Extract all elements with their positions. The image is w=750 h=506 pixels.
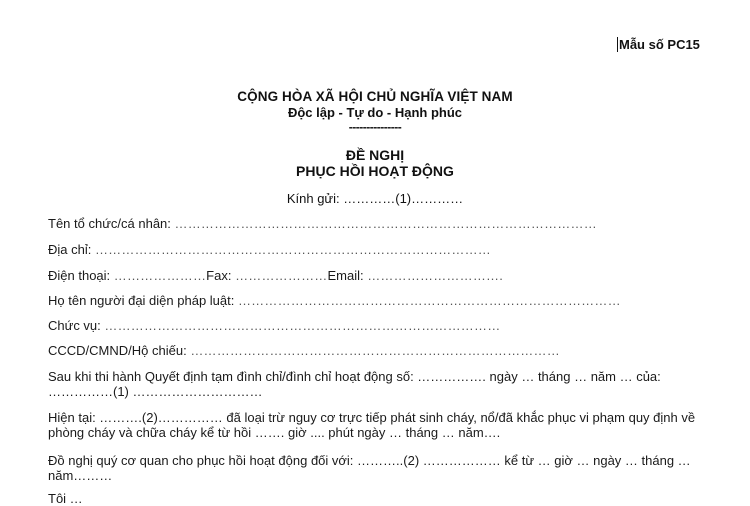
field-position	[48, 318, 500, 333]
field-org-name-label: Tên tổ chức/cá nhân:	[48, 216, 175, 231]
field-phone	[48, 268, 503, 283]
document-title-line1: ĐỀ NGHỊ	[345, 147, 405, 163]
form-code	[617, 37, 700, 52]
paragraph-clipped: Tôi …	[48, 491, 83, 506]
field-address-blank: ………………………………………………………………………………	[94, 242, 491, 257]
field-fax-blank: …………………	[235, 268, 328, 283]
field-email-label: Email:	[327, 268, 368, 283]
field-id-number-label: CCCD/CMND/Hộ chiếu:	[48, 343, 191, 358]
field-legal-rep-blank: ……………………………………………………………………………	[237, 293, 621, 308]
field-legal-rep-label: Họ tên người đại diện pháp luật:	[48, 293, 238, 308]
paragraph-current-status: Hiện tại: ……….(2)…………… đã loại trừ nguy cơ trực tiếp phát sinh cháy, nổ/đã khắc phục vi phạm quy định về phòng cháy và chữa cháy kể từ hồi ……. giờ .... phút ngày … tháng … năm….	[48, 410, 696, 440]
field-org-name	[48, 216, 597, 231]
field-phone-label: Điện thoại:	[48, 268, 114, 283]
paragraph-decision: Sau khi thi hành Quyết định tạm đình chỉ/đình chỉ hoạt động số: ……………. ngày … tháng … năm … của: ……………(1) …………………………	[48, 369, 661, 399]
field-legal-rep	[48, 293, 621, 308]
text-cursor	[617, 37, 618, 52]
heading-divider: ---------------	[348, 120, 402, 134]
field-position-label: Chức vụ:	[48, 318, 105, 333]
field-id-number-blank: …………………………………………………………………………	[190, 343, 560, 358]
national-heading: CỘNG HÒA XÃ HỘI CHỦ NGHĨA VIỆT NAM	[237, 89, 513, 104]
field-position-blank: ………………………………………………………………………………	[104, 318, 501, 333]
field-phone-blank: …………………	[113, 268, 207, 283]
field-org-name-blank: ……………………………………………………………………………………	[174, 216, 597, 231]
recipient-line: Kính gửi: …………(1)…………	[286, 191, 464, 206]
document-title-line2: PHỤC HỒI HOẠT ĐỘNG	[296, 163, 454, 179]
field-address	[48, 242, 491, 257]
field-id-number	[48, 343, 560, 358]
field-address-label: Địa chỉ:	[48, 242, 95, 257]
paragraph-request: Đồ nghị quý cơ quan cho phục hồi hoạt động đối với: ………..(2) ……………… kể từ … giờ … ngày … tháng … năm………	[48, 453, 691, 483]
field-fax-label: Fax:	[206, 268, 236, 283]
field-email-blank: ………………………….	[367, 268, 504, 283]
national-motto: Độc lập - Tự do - Hạnh phúc	[287, 105, 463, 120]
form-code-text: Mẫu số PC15	[619, 37, 700, 52]
